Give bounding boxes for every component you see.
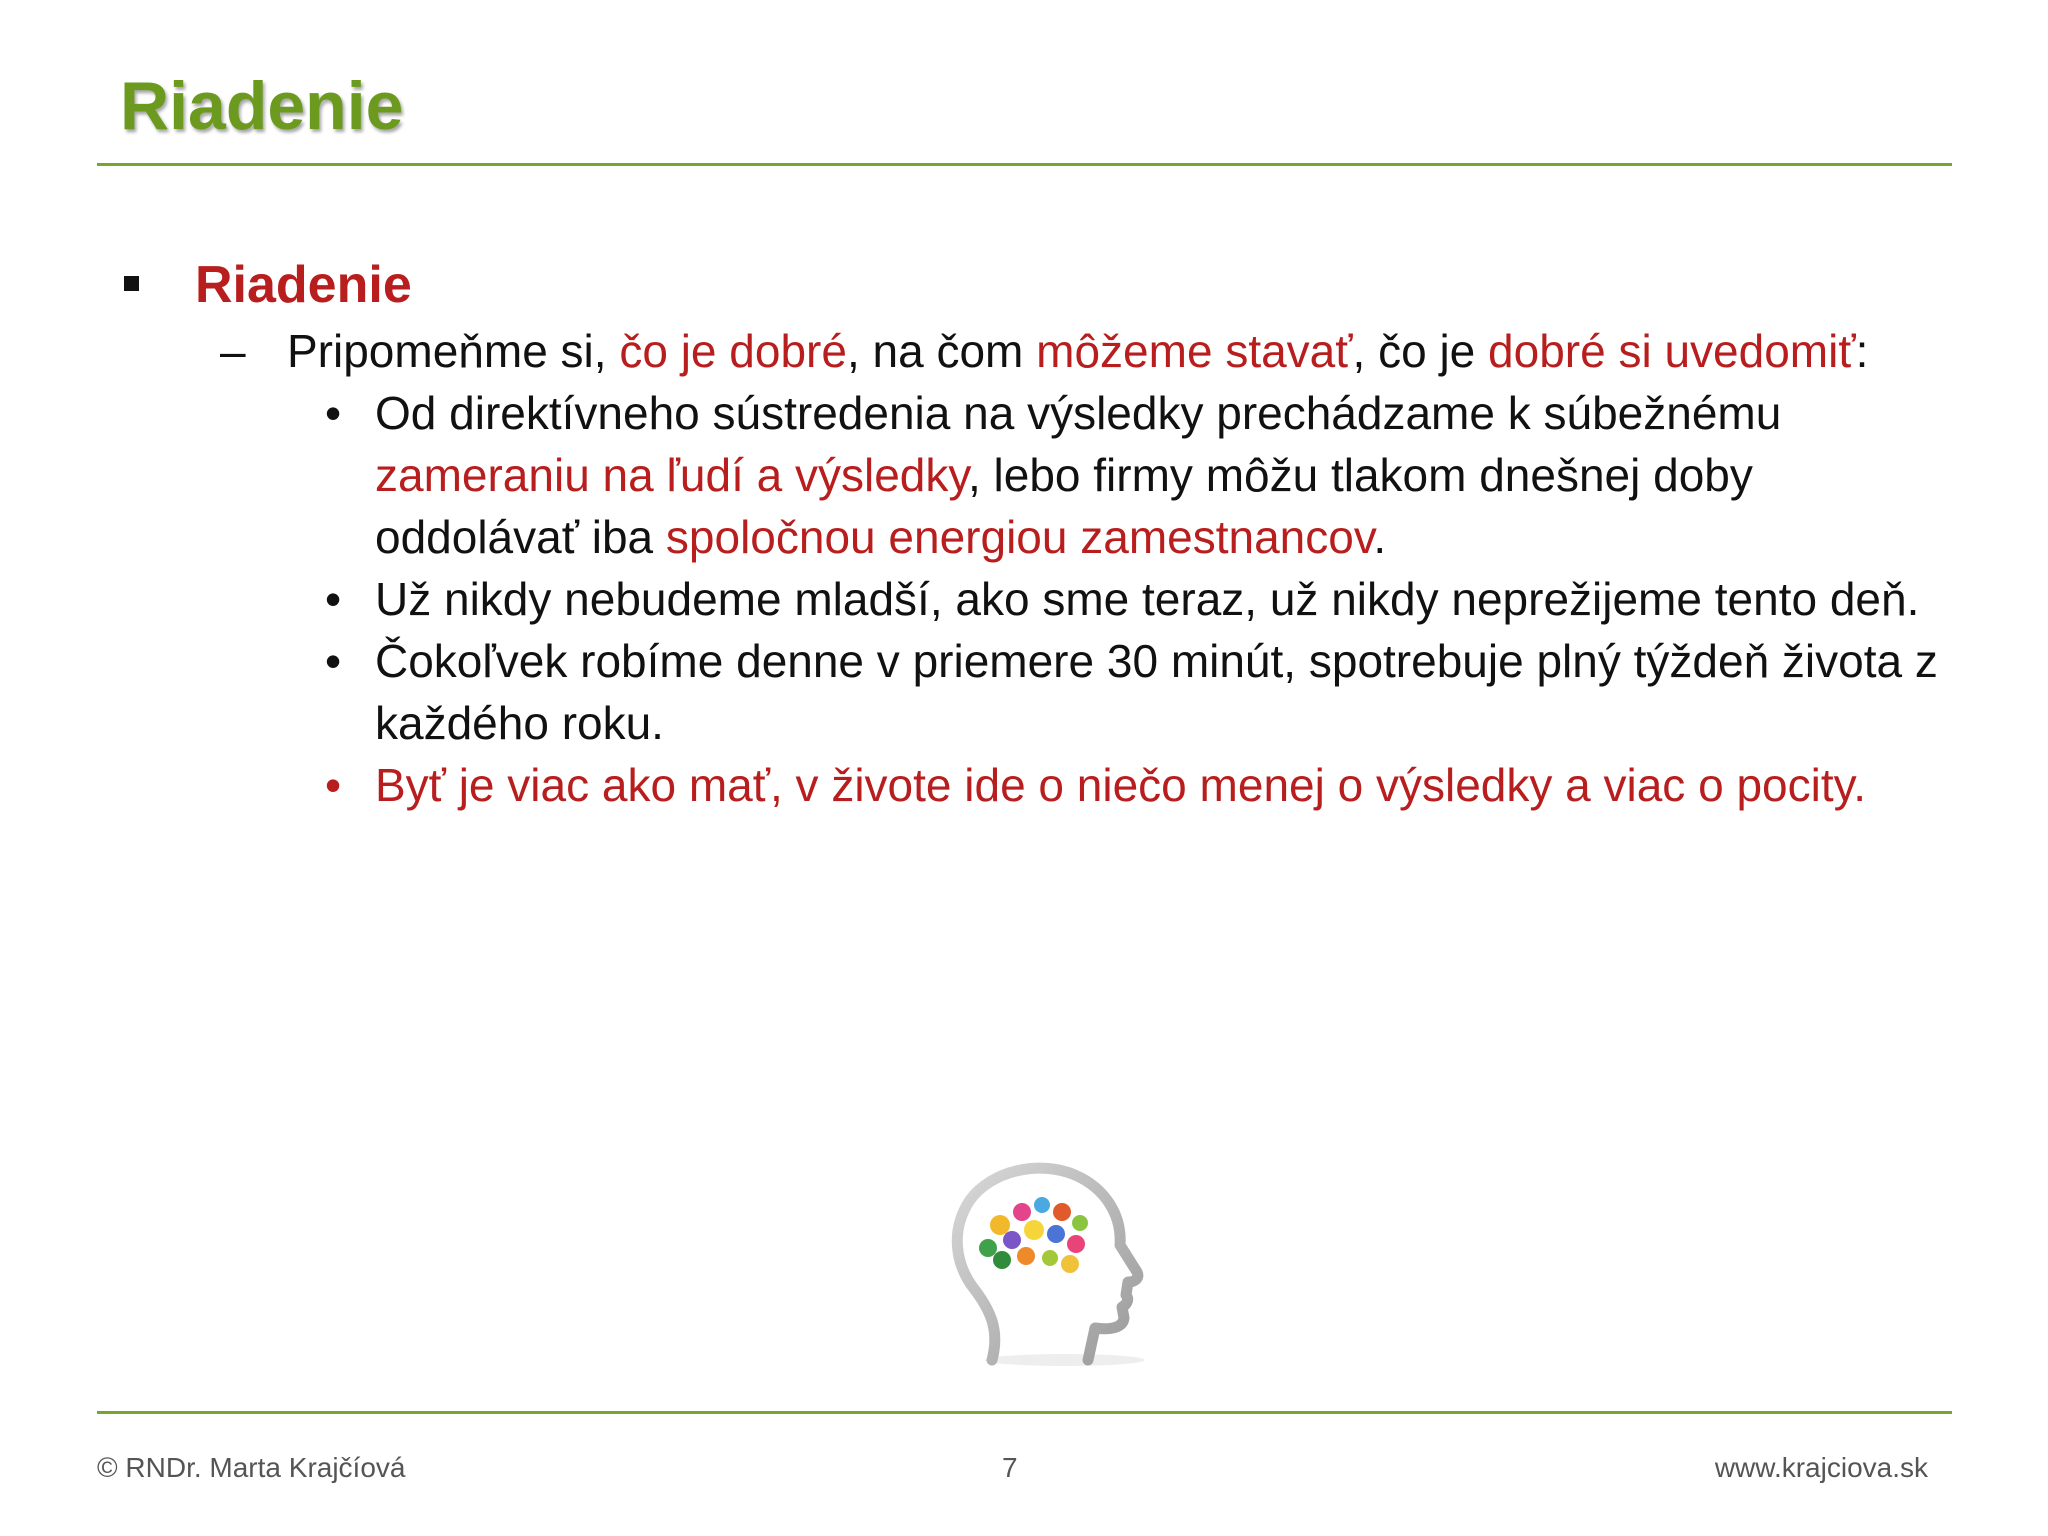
intro-text-1: Pripomeňme si, bbox=[287, 325, 620, 377]
intro-highlight-3: dobré si uvedomiť bbox=[1488, 325, 1856, 377]
title-divider bbox=[97, 163, 1952, 166]
point-1-text-3: . bbox=[1373, 511, 1387, 563]
dot-bullet-icon: • bbox=[325, 573, 342, 625]
point-2 bbox=[120, 568, 1950, 630]
point-1-highlight-1: zameraniu na ľudí a výsledky bbox=[375, 449, 968, 501]
dash-bullet-icon: – bbox=[220, 325, 246, 377]
dot-bullet-icon: • bbox=[325, 635, 342, 687]
intro-highlight-2: môžeme stavať bbox=[1036, 325, 1353, 377]
intro-text-3: , čo je bbox=[1352, 325, 1489, 377]
point-2-text: Už nikdy nebudeme mladší, ako sme teraz, už nikdy neprežijeme tento deň. bbox=[375, 573, 1920, 625]
bullet-heading bbox=[120, 250, 1950, 320]
footer-copyright: © RNDr. Marta Krajčíová bbox=[97, 1452, 406, 1483]
intro-highlight-1: čo je dobré bbox=[619, 325, 847, 377]
footer-page-number: 7 bbox=[1002, 1452, 1018, 1483]
point-1-highlight-2: spoločnou energiou zamestnancov bbox=[665, 511, 1374, 563]
slide-title: Riadenie bbox=[120, 68, 404, 144]
point-3-text: Čokoľvek robíme denne v priemere 30 minút, spotrebuje plný týždeň života z každého roku. bbox=[375, 635, 1938, 749]
dot-bullet-icon: • bbox=[325, 387, 342, 439]
gears bbox=[979, 1197, 1088, 1273]
slide-body bbox=[120, 250, 1950, 816]
intro-line bbox=[120, 320, 1950, 382]
point-1 bbox=[120, 382, 1950, 568]
footer-divider bbox=[97, 1411, 1952, 1414]
footer-website: www.krajciova.sk bbox=[1714, 1452, 1928, 1483]
dot-bullet-icon: • bbox=[325, 759, 342, 811]
point-1-text-2: , lebo firmy môžu tlakom dnešnej doby oddolávať iba bbox=[375, 449, 1753, 563]
point-3 bbox=[120, 630, 1950, 754]
intro-text-4: : bbox=[1855, 325, 1869, 377]
point-4 bbox=[120, 754, 1950, 816]
bullet-heading-text: Riadenie bbox=[195, 256, 412, 314]
square-bullet-icon bbox=[124, 276, 139, 291]
point-4-text: Byť je viac ako mať, v živote ide o niečo menej o výsledky a viac o pocity. bbox=[375, 759, 1866, 811]
intro-text-2: , na čom bbox=[846, 325, 1037, 377]
head-gears-icon bbox=[930, 1160, 1170, 1370]
point-1-text-1: Od direktívneho sústredenia na výsledky prechádzame k súbežnému bbox=[375, 387, 1782, 439]
